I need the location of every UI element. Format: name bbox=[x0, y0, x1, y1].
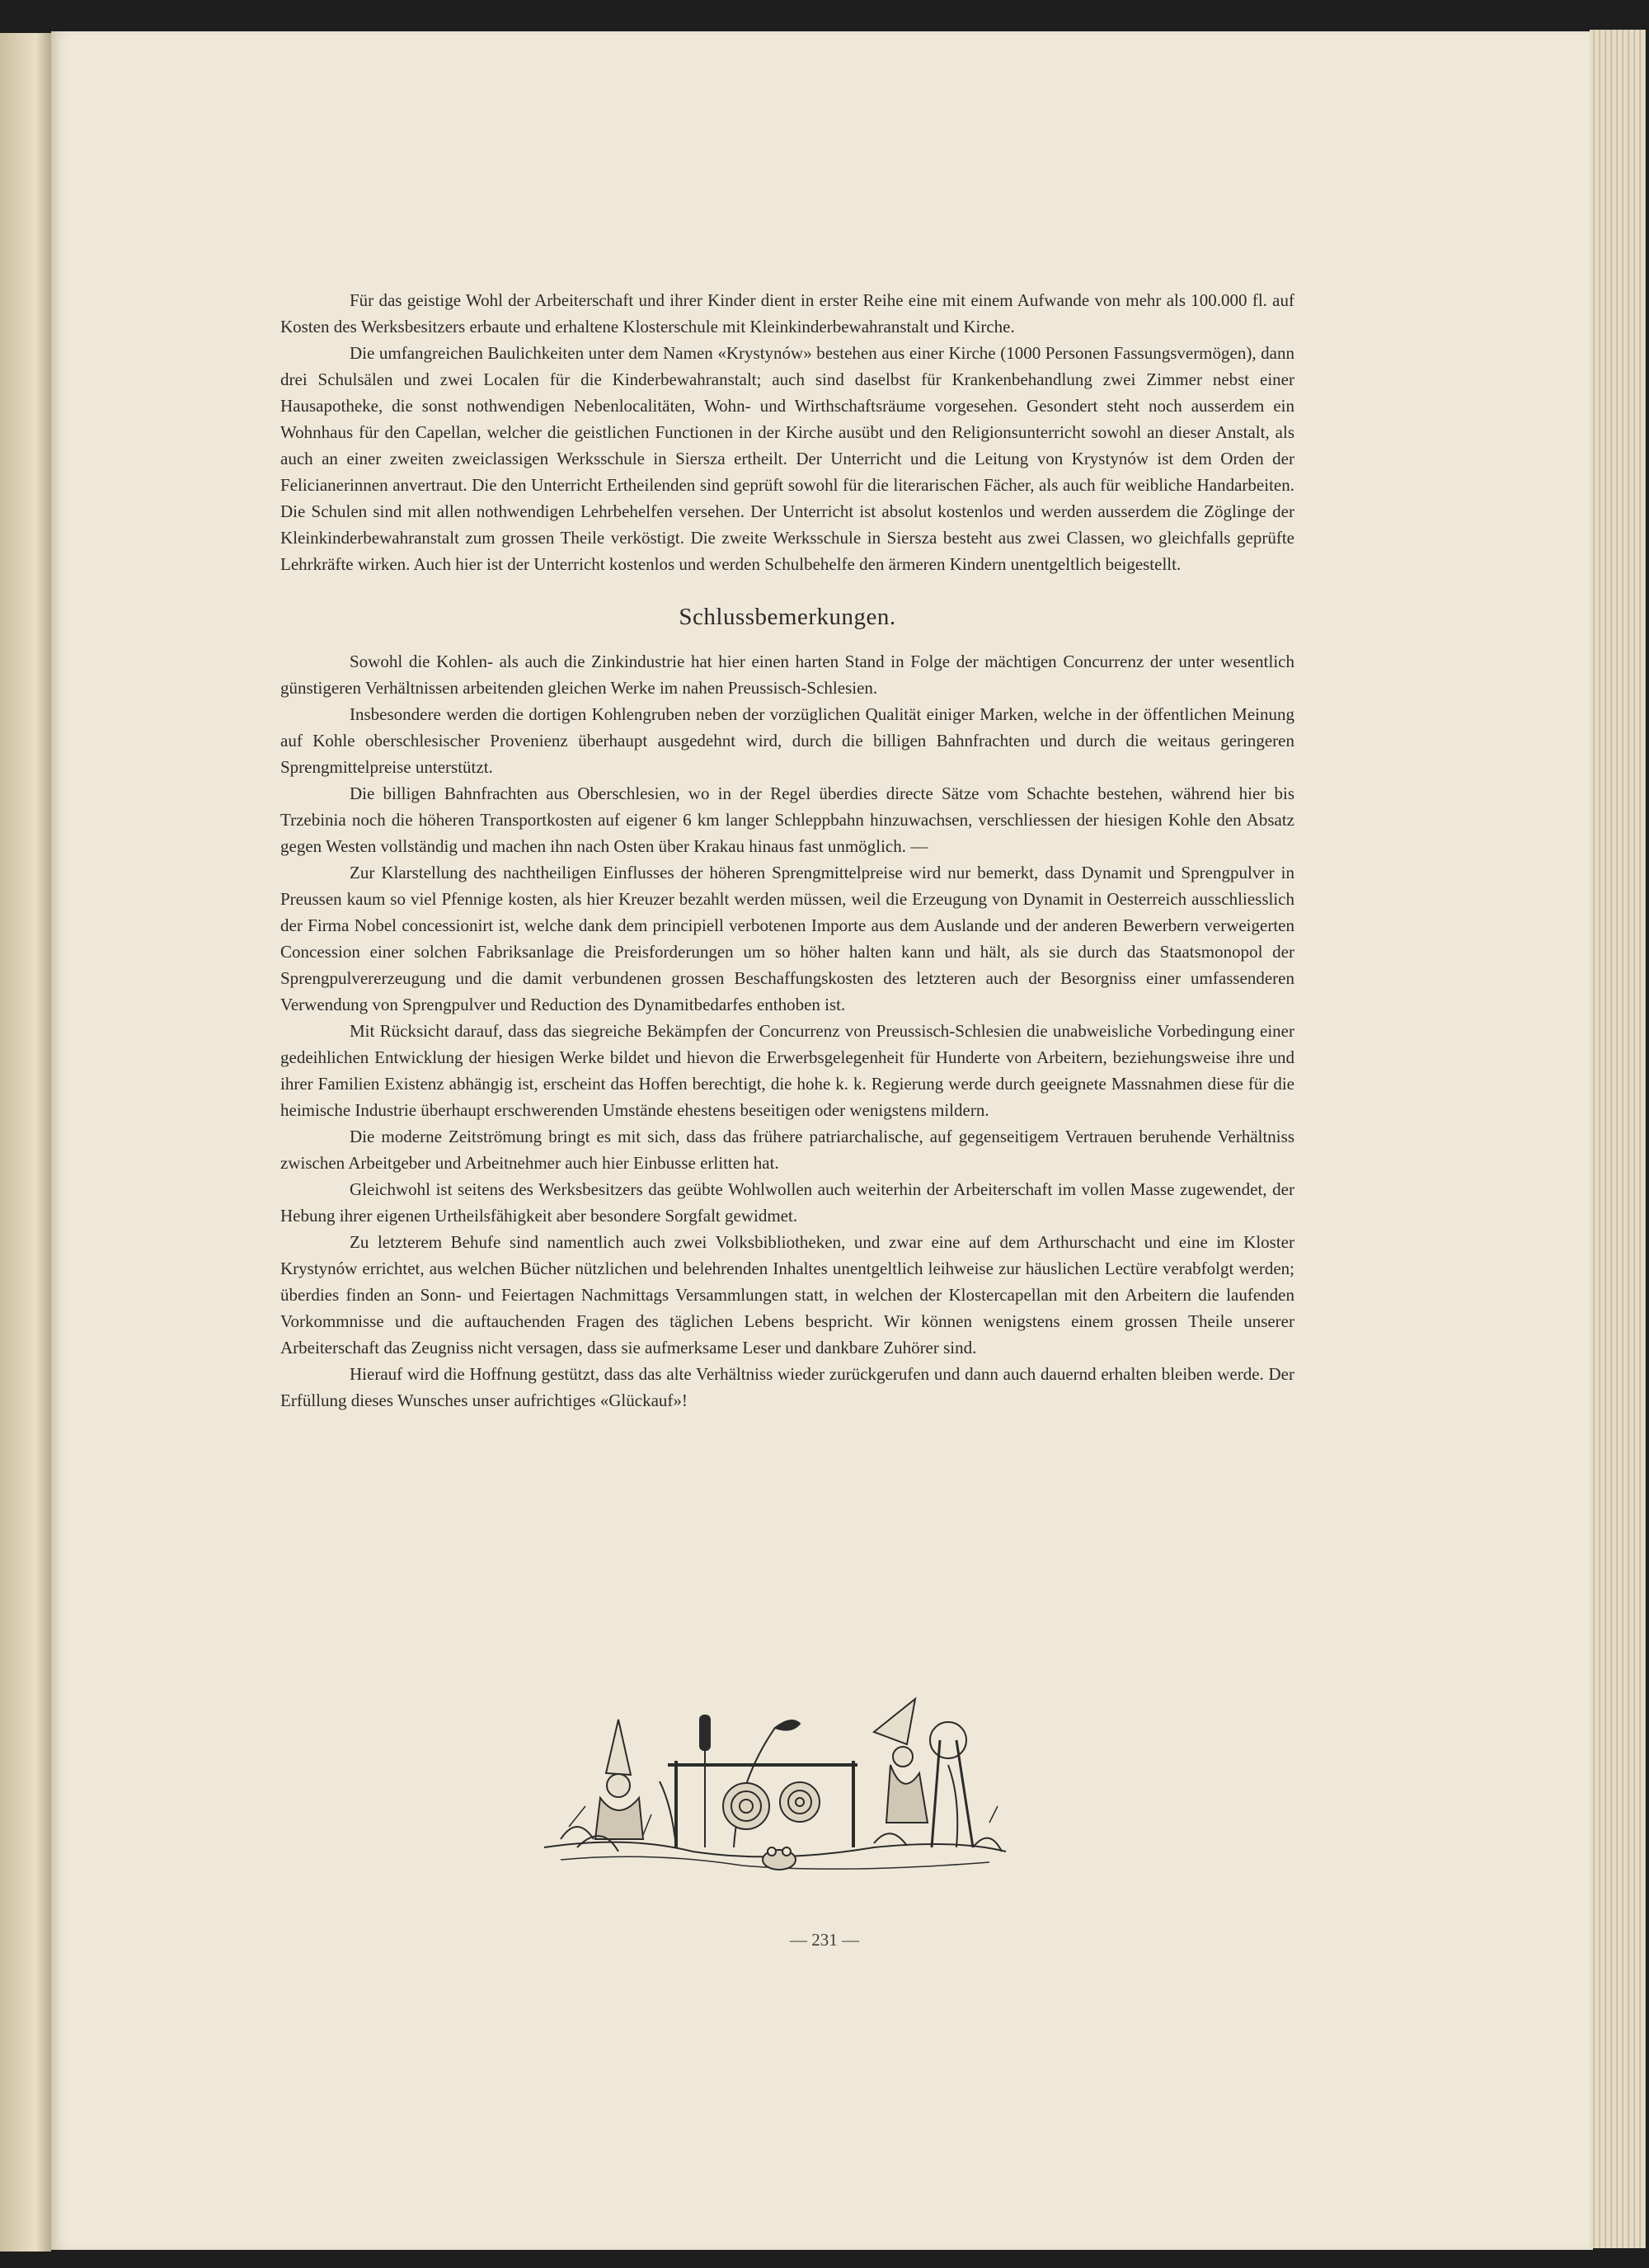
page-number: — 231 — bbox=[790, 1930, 859, 1950]
body-paragraph: Die moderne Zeitströmung bringt es mit sich, dass das frühere patriarchalische, auf gegenseitigem Vertrauen beruhende Verhältniss zwischen Arbeitgeber und Arbeitnehmer auch hier Einbusse erlitten hat. bbox=[280, 1127, 1294, 1173]
left-page-edge bbox=[0, 33, 51, 2252]
body-paragraph: Zur Klarstellung des nachtheiligen Einflusses der höheren Sprengmittelpreise wird nur bemerkt, dass Dynamit und Sprengpulver in Preussen kaum so viel Pfennige kosten, als hier Kreuzer bezahlt werden müssen, weil die Erzeugung von Dynamit in Oesterreich ausschliesslich der Firma Nobel concessionirt ist, welche dank dem principiell verbotenen Importe aus dem Auslande und der anderen Bewerbern verweigerten Concession einer solchen Fabriksanlage die Preisforderungen um so höher halten kann und hält, als sie durch das Staatsmonopol der Sprengpulvererzeugung und die damit verbundenen grossen Beschaffungskosten des letzteren auch der Besorgniss einer umfassenderen Verwendung von Sprengpulver und Reduction des Dynamitbedarfes enthoben ist. bbox=[280, 863, 1294, 1014]
gnome-workshop-vignette-icon bbox=[528, 1682, 1022, 1880]
page-stack-edge bbox=[1590, 30, 1646, 2248]
body-paragraph: Mit Rücksicht darauf, dass das siegreiche Bekämpfen der Concurrenz von Preussisch-Schlesien die unabweisliche Vorbedingung einer gedeihlichen Entwicklung der hiesigen Werke bildet und hievon die Erwerbsgelegenheit für Hunderte von Arbeitern, beziehungsweise ihre und ihrer Familien Existenz abhängig ist, erscheint das Hoffen berechtigt, die hohe k. k. Regierung werde durch geeignete Massnahmen diese für die heimische Industrie überhaupt erschwerenden Umstände ehestens beseitigen oder wenigstens mildern. bbox=[280, 1021, 1294, 1120]
body-paragraph: Gleichwohl ist seitens des Werksbesitzers das geübte Wohlwollen auch weiterhin der Arbeiterschaft im vollen Masse zugewendet, der Hebung ihrer eigenen Urtheilsfähigkeit aber besondere Sorgfalt gewidmet. bbox=[280, 1179, 1294, 1226]
body-paragraph: Insbesondere werden die dortigen Kohlengruben neben der vorzüglichen Qualität einiger Marken, welche in der öffentlichen Meinung auf Kohle oberschlesischer Provenienz überhaupt ausgedehnt wird, durch die billigen Bahnfrachten und durch die weitaus geringeren Sprengmittelpreise unterstützt. bbox=[280, 704, 1294, 777]
body-paragraph: Hierauf wird die Hoffnung gestützt, dass das alte Verhältniss wieder zurückgerufen und dann auch dauernd erhalten bleiben werde. Der Erfüllung dieses Wunsches unser aufrichtiges «Glückauf»! bbox=[280, 1364, 1294, 1410]
body-paragraph: Sowohl die Kohlen- als auch die Zinkindustrie hat hier einen harten Stand in Folge der mächtigen Concurrenz der unter wesentlich günstigeren Verhältnissen arbeitenden gleichen Werke im nahen Preussisch-Schlesien. bbox=[280, 652, 1294, 698]
intro-paragraph-2: Die umfangreichen Baulichkeiten unter dem Namen «Krystynów» bestehen aus einer Kirche (1000 Personen Fassungsvermögen), dann drei Schulsälen und zwei Localen für die Kinderbewahranstalt; auch sind daselbst für Krankenbehandlung zwei Zimmer nebst einer Hausapotheke, die sonst nothwendigen Nebenlocalitäten, Wohn- und Wirthschaftsräume vorgesehen. Gesondert steht noch ausserdem ein Wohnhaus für den Capellan, welcher die geistlichen Functionen in der Kirche ausübt und den Religionsunterricht sowohl an dieser Anstalt, als auch an einer zweiten zweiclassigen Werksschule in Siersza ertheilt. Der Unterricht und die Leitung von Krystynów ist dem Orden der Felicianerinnen anvertraut. Die den Unterricht Ertheilenden sind geprüft sowohl für die literarischen Fächer, als auch für weibliche Handarbeiten. Die Schulen sind mit allen nothwendigen Lehrbehelfen versehen. Der Unterricht ist absolut kostenlos und werden ausserdem die Zöglinge der Kleinkinderbewahranstalt zum grossen Theile verköstigt. Die zweite Werksschule in Siersza besteht aus zwei Classen, wo gleichfalls geprüfte Lehrkräfte wirken. Auch hier ist der Unterricht kostenlos und werden Schulbehelfe den ärmeren Kindern unentgeltlich beigestellt. bbox=[280, 343, 1294, 574]
body-paragraph: Zu letzterem Behufe sind namentlich auch zwei Volksbibliotheken, und zwar eine auf dem Arthurschacht und eine im Kloster Krystynów errichtet, aus welchen Bücher nützlichen und belehrenden Inhaltes unentgeltlich leihweise zur häuslichen Lectüre verabfolgt werden; überdies finden an Sonn- und Feiertagen Nachmittags Versammlungen statt, in welchen der Klostercapellan mit den Arbeitern die laufenden Vorkommnisse und die auftauchenden Fragen des täglichen Lebens bespricht. Wir können wenigstens einem grossen Theile unserer Arbeiterschaft das Zeugniss nicht versagen, dass sie aufmerksame Leser und dankbare Zuhörer sind. bbox=[280, 1232, 1294, 1358]
body-paragraph: Die billigen Bahnfrachten aus Oberschlesien, wo in der Regel überdies directe Sätze vom Schachte bestehen, während hier bis Trzebinia noch die höheren Transportkosten auf eigener 6 km langer Schleppbahn hinzuwachsen, verschliessen der hiesigen Kohle den Absatz gegen Westen vollständig und machen ihn nach Osten über Krakau hinaus fast unmöglich. — bbox=[280, 783, 1294, 856]
section-heading: Schlussbemerkungen. bbox=[679, 604, 896, 630]
text-block bbox=[280, 287, 1294, 1414]
intro-paragraph-1: Für das geistige Wohl der Arbeiterschaft und ihrer Kinder dient in erster Reihe eine mit einem Aufwande von mehr als 100.000 fl. auf Kosten des Werksbesitzers erbaute und erhaltene Klosterschule mit Kleinkinderbewahranstalt und Kirche. bbox=[280, 290, 1294, 336]
